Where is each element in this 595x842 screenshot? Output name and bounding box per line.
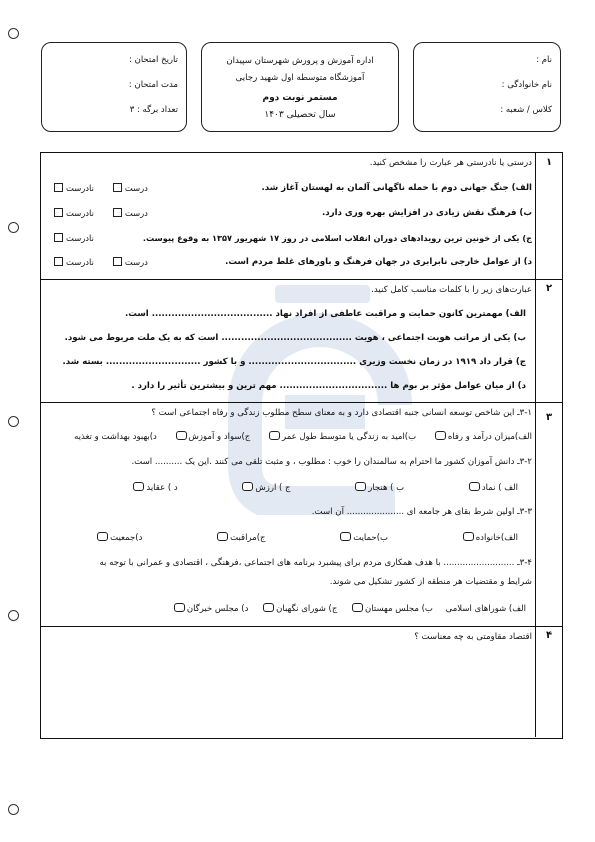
mcq-options-4 [172,603,526,614]
blank-a: الف) مهمترین کانون حمایت و مراقبت عاطفی از افراد نهاد ..................................... است. [124,309,526,319]
true-checkbox[interactable] [113,257,122,266]
option-d[interactable] [131,483,177,493]
false-label: نادرست [66,257,94,267]
option-checkbox[interactable] [435,431,446,440]
blank-c: ج) قرار داد ۱۹۱۹ در زمان نخست وزیری ................................. و با کشور ............................. بسته شد. [62,357,526,367]
false-label: نادرست [66,233,94,243]
option-c[interactable] [215,533,265,543]
option-label: الف)میزان درآمد و رفاه [447,432,532,442]
option-label: د)بهبود بهداشت و تغذیه [74,432,157,442]
answer-area[interactable] [45,650,532,733]
option-label: الف)خانواده [475,533,518,543]
false-checkbox[interactable] [54,183,63,192]
true-false-options [51,257,148,267]
exam-info-box [41,42,187,132]
option-label: د) مجلس خبرگان [186,604,249,614]
education-office: اداره آموزش و پرورش شهرستان سپیدان [226,56,374,66]
name-label: نام : [536,55,552,65]
question-row-3 [41,402,562,627]
option-b[interactable] [338,533,388,543]
option-a[interactable] [461,533,518,543]
option-label: ب ) هنجار [368,483,405,493]
false-label: نادرست [66,183,94,193]
false-checkbox[interactable] [54,257,63,266]
option-b[interactable] [267,432,416,442]
blank-b: ب) یکی از مراتب هویت اجتماعی ، هویت ........................................ است که به یک ملت مربوط می شود. [64,333,526,343]
option-d[interactable] [74,432,157,442]
exam-duration-label: مدت امتحان : [128,80,178,90]
option-checkbox[interactable] [355,482,366,491]
false-option[interactable] [51,257,94,267]
page-count-label: تعداد برگه : ۳ [129,105,178,115]
option-label: ب)امید به زندگی یا متوسط طول عمر [282,432,417,442]
option-b[interactable] [350,604,433,614]
option-checkbox[interactable] [469,482,480,491]
question-row-4 [41,626,562,737]
option-checkbox[interactable] [352,603,363,612]
mcq-stem-2: ۳-۲ـ دانش آموزان کشور ما احترام به سالمندان را خوب : مطلوب ، و مثبت تلقی می کنند .این یک .......... است. [131,457,532,467]
option-a[interactable] [446,604,526,614]
true-checkbox[interactable] [113,183,122,192]
mcq-stem-4: ۳-۴ـ .......................... با هدف همکاری مردم برای پیشبرد برنامه های اجتماعی ،فرهنگی ، اقتصادی و عمرانی با توجه به [99,558,532,568]
question-number: ۴ [545,630,553,641]
question-number-cell [535,153,562,279]
question-number-cell [535,279,562,402]
mcq-options-3 [95,532,518,543]
option-b[interactable] [353,483,404,493]
school-name: آموزشگاه متوسطه اول شهید رجایی [235,73,365,83]
option-c[interactable] [174,432,251,442]
option-checkbox[interactable] [176,431,187,440]
class-label: کلاس / شعبه : [500,105,552,115]
true-label: درست [124,257,148,267]
option-label: الف ) نماد [481,483,518,493]
false-option[interactable] [51,233,94,243]
question-number-cell [535,626,562,737]
option-label: ج ) ارزش [255,483,291,493]
option-label: ج)مراقبت [230,533,266,543]
student-info-box [413,42,561,132]
option-checkbox[interactable] [217,532,228,541]
question-row-1 [41,153,562,280]
question-number: ۱ [545,157,553,168]
false-checkbox[interactable] [54,233,63,242]
exam-title: مستمر نوبت دوم [262,93,338,103]
option-a[interactable] [467,483,518,493]
true-false-options [51,208,148,218]
punch-hole [8,610,19,621]
option-label: د)جمعیت [110,533,143,543]
true-option[interactable] [110,183,148,193]
option-checkbox[interactable] [242,482,253,491]
false-checkbox[interactable] [54,208,63,217]
option-d[interactable] [95,533,142,543]
question-number: ۲ [545,283,553,294]
statement-c: ج) یکی از خونین ترین رویدادهای دوران انقلاب اسلامی در روز ۱۷ شهریور ۱۳۵۷ به وقوع پیوست. [142,233,532,243]
question-table [40,152,563,739]
blank-d: د) از میان عوامل مؤثر بر بوم ها ................................. مهم ترین و بیشترین تأثیر را دارد . [131,381,526,391]
option-label: ج) شورای نگهبان [276,604,338,614]
family-name-label: نام خانوادگی : [501,80,552,90]
mcq-options-1 [74,431,532,442]
option-checkbox[interactable] [340,532,351,541]
option-c[interactable] [240,483,290,493]
option-label: د ) عقاید [146,483,178,493]
option-c[interactable] [261,604,337,614]
statement-a: الف) جنگ جهانی دوم با حمله ناگهانی آلمان به لهستان آغاز شد. [261,183,532,193]
mcq-options-2 [131,482,518,493]
punch-hole [8,222,19,233]
option-a[interactable] [433,432,532,442]
true-false-options [51,183,148,193]
true-label: درست [124,183,148,193]
punch-hole [8,416,19,427]
option-label: ب)حمایت [353,533,389,543]
exam-date-label: تاریخ امتحان : [129,55,178,65]
statement-d: د) از عوامل خارجی نابرابری در جهان فرهنگ و باورهای غلط مردم است. [225,257,532,267]
mcq-stem-4-cont: شرایط و مقتضیات هر منطقه از کشور تشکیل می شوند. [329,577,532,587]
true-option[interactable] [110,208,148,218]
true-checkbox[interactable] [113,208,122,217]
option-checkbox[interactable] [174,603,185,612]
question-title: اقتصاد مقاومتی به چه معناست ؟ [414,632,532,642]
option-checkbox[interactable] [269,431,280,440]
question-number-cell [535,402,562,626]
option-checkbox[interactable] [133,482,144,491]
question-title: درستی یا نادرستی هر عبارت را مشخص کنید. [369,158,532,168]
mcq-stem-1: ۳-۱ـ این شاخص توسعه انسانی جنبه اقتصادی دارد و به معنای سطح مطلوب زندگی و رفاه اجتماعی است ؟ [151,408,532,418]
true-label: درست [124,208,148,218]
true-option[interactable] [110,257,148,267]
option-checkbox[interactable] [263,603,274,612]
statement-b: ب) فرهنگ نقش زیادی در افزایش بهره وری دارد. [321,208,532,218]
option-d[interactable] [172,604,249,614]
true-false-options [51,233,94,243]
academic-year: سال تحصیلی ۱۴۰۳ [264,110,336,120]
mcq-stem-3: ۳-۳ـ اولین شرط بقای هر جامعه ای ..................... آن است. [311,507,532,517]
option-checkbox[interactable] [97,532,108,541]
false-option[interactable] [51,208,94,218]
option-label: ب) مجلس مهستان [365,604,433,614]
option-label: ج)سواد و آموزش [188,432,251,442]
option-checkbox[interactable] [463,532,474,541]
false-label: نادرست [66,208,94,218]
punch-hole [8,804,19,815]
question-title: عبارت‌های زیر را با کلمات مناسب کامل کنید. [371,285,532,295]
school-info-box [201,42,399,132]
question-number: ۳ [545,412,553,423]
question-row-2 [41,279,562,403]
punch-hole [8,28,19,39]
option-label: الف) شورا‌های اسلامی [445,604,526,614]
false-option[interactable] [51,183,94,193]
